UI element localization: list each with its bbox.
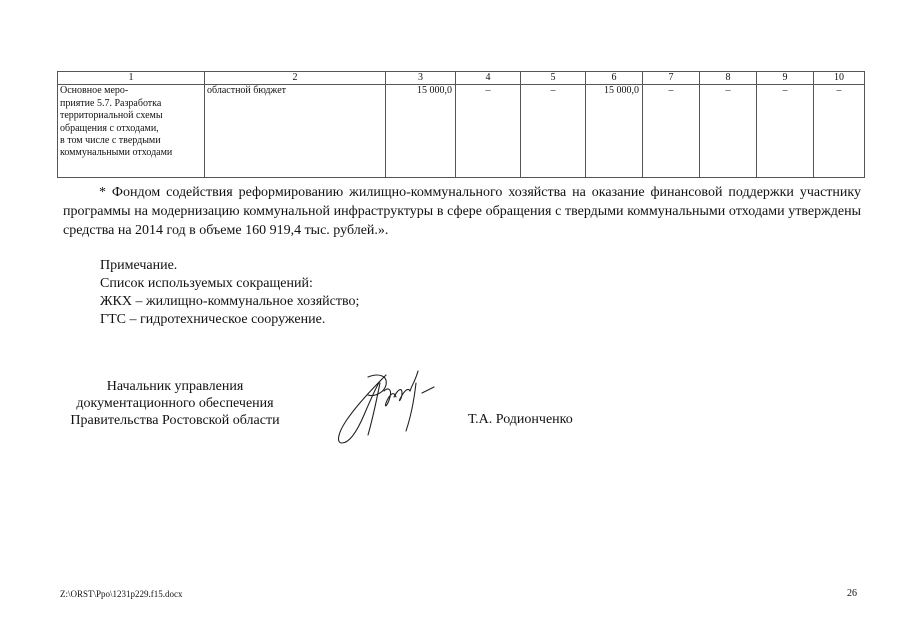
note-line: ГТС – гидротехническое сооружение. <box>100 312 326 327</box>
column-header: 2 <box>205 72 386 85</box>
page-number: 26 <box>847 588 857 599</box>
column-header: 7 <box>643 72 700 85</box>
column-header: 10 <box>814 72 865 85</box>
column-header: 3 <box>386 72 456 85</box>
column-header: 9 <box>757 72 814 85</box>
total-cell: 15 000,0 <box>386 85 456 178</box>
column-header: 4 <box>456 72 521 85</box>
budget-table <box>57 71 865 178</box>
value-cell: 15 000,0 <box>586 85 643 178</box>
value-cell: – <box>757 85 814 178</box>
position-line: документационного обеспечения <box>76 396 274 411</box>
column-header: 8 <box>700 72 757 85</box>
position-line: Правительства Ростовской области <box>70 413 280 428</box>
abbreviations-note <box>100 257 359 329</box>
position-line: Начальник управления <box>106 379 244 394</box>
signer-name: Т.А. Родионченко <box>468 412 573 427</box>
handwritten-signature <box>328 363 448 448</box>
note-line: ЖКХ – жилищно-коммунальное хозяйство; <box>100 294 360 309</box>
column-header: 5 <box>521 72 586 85</box>
value-cell: – <box>814 85 865 178</box>
value-cell: – <box>643 85 700 178</box>
value-cell: – <box>521 85 586 178</box>
file-path: Z:\ORST\Ppo\1231p229.f15.docx <box>60 589 183 599</box>
event-name-cell: Основное меро- приятие 5.7. Разработка территориальной схемы обращения с отходами, в том числе с твердыми коммунальными отходами <box>58 85 205 178</box>
footnote: * Фондом содействия реформированию жилищно-коммунального хозяйства на оказание финансовой поддержки участнику программы на модернизацию коммунальной инфраструктуры в сфере обращения с твердыми коммунальными отходами утверждены средства на 2014 год в объеме 160 919,4 тыс. рублей.». <box>63 185 861 238</box>
table-row <box>58 85 865 178</box>
value-cell: – <box>700 85 757 178</box>
value-cell: – <box>456 85 521 178</box>
funding-source-cell: областной бюджет <box>205 85 386 178</box>
signatory-position <box>50 378 300 429</box>
note-line: Список используемых сокращений: <box>100 276 313 291</box>
column-header: 1 <box>58 72 205 85</box>
table-header-row <box>58 72 865 85</box>
column-header: 6 <box>586 72 643 85</box>
note-title: Примечание. <box>100 258 178 273</box>
